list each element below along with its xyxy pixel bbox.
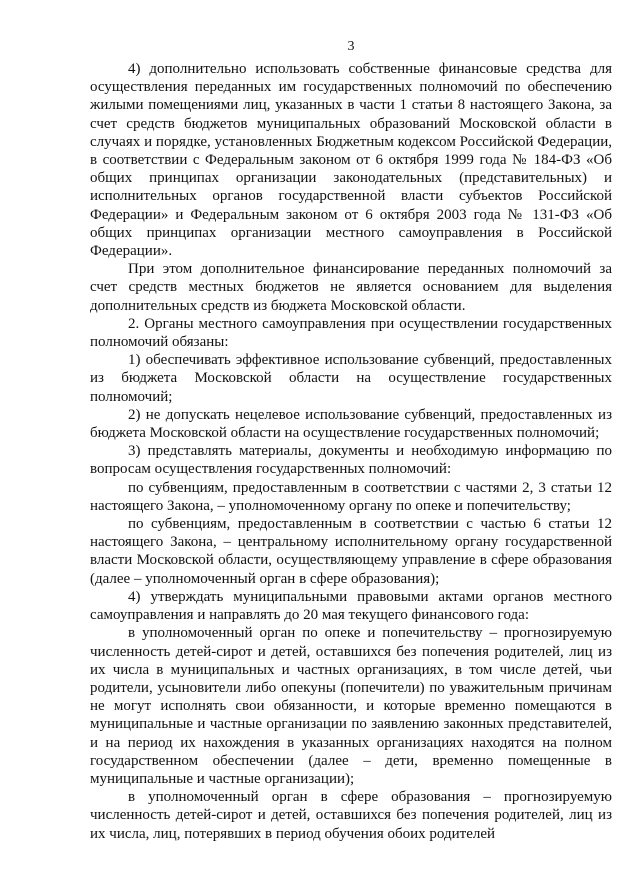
paragraph-item-4-approve: 4) утверждать муниципальными правовыми актами органов местного самоуправления и направлять до 20 мая текущего финансового года:: [90, 588, 612, 624]
paragraph-additional-financing: При этом дополнительное финансирование переданных полномочий за счет средств местных бюджетов не является основанием для выделения дополнительных средств из бюджета Московской области.: [90, 261, 612, 314]
paragraph-item-2: 2) не допускать нецелевое использование субвенций, предоставленных из бюджета Московской области на осуществление государственных полномочий;: [90, 406, 612, 442]
paragraph-section-2-heading: 2. Органы местного самоуправления при осуществлении государственных полномочий обязаны:: [90, 315, 612, 351]
paragraph-item-1: 1) обеспечивать эффективное использование субвенций, предоставленных из бюджета Московской области на осуществление государственных полномочий;: [90, 352, 612, 405]
page-number: 3: [347, 39, 355, 54]
paragraph-item-3: 3) представлять материалы, документы и необходимую информацию по вопросам осуществления государственных полномочий:: [90, 443, 612, 478]
paragraph-guardianship-authority: в уполномоченный орган по опеке и попечительству – прогнозируемую численность детей-сирот и детей, оставшихся без попечения родителей, лиц из их числа в муниципальных и частных организациях, в том числе детей, чьи родители, усыновители либо опекуны (попечители) по уважительным причинам не могут исполнять свои обязанности, и которые временно помещаются в муниципальные и частные организации по заявлению законных представителей, и на период их нахождения в указанных организациях находятся на полном государственном обеспечении (далее – дети, временно помещенные в муниципальные и частные организации);: [90, 625, 612, 787]
paragraph-item-4-own-funds: 4) дополнительно использовать собственные финансовые средства для осуществления переданных им государственных полномочий по обеспечению жилыми помещениями лиц, указанных в части 1 статьи 8 настоящего Закона, за счет средств бюджетов муниципальных образований Московской области в случаях и порядке, установленных Бюджетным кодексом Российской Федерации, в соответствии с Федеральным законом от 6 октября 1999 года № 184-ФЗ «Об общих принципах организации законодательных (представительных) и исполнительных органов государственной власти субъектов Российской Федерации» и Федеральным законом от 6 октября 2003 года № 131-ФЗ «Об общих принципах организации местного самоуправления в Российской Федерации».: [90, 61, 612, 260]
paragraph-subventions-parts-2-3: по субвенциям, предоставленным в соответствии с частями 2, 3 статьи 12 настоящего Закона, – уполномоченному органу по опеке и попечительству;: [90, 479, 612, 514]
paragraph-subventions-part-6: по субвенциям, предоставленным в соответствии с частью 6 статьи 12 настоящего Закона, – центральному исполнительному органу государственной власти Московской области, осуществляющему управление в сфере образования (далее – уполномоченный орган в сфере образования);: [90, 516, 612, 587]
paragraph-education-authority: в уполномоченный орган в сфере образования – прогнозируемую численность детей-сирот и детей, оставшихся без попечения родителей, лиц из их числа, лиц, потерявших в период обучения обоих родителей: [90, 789, 612, 842]
